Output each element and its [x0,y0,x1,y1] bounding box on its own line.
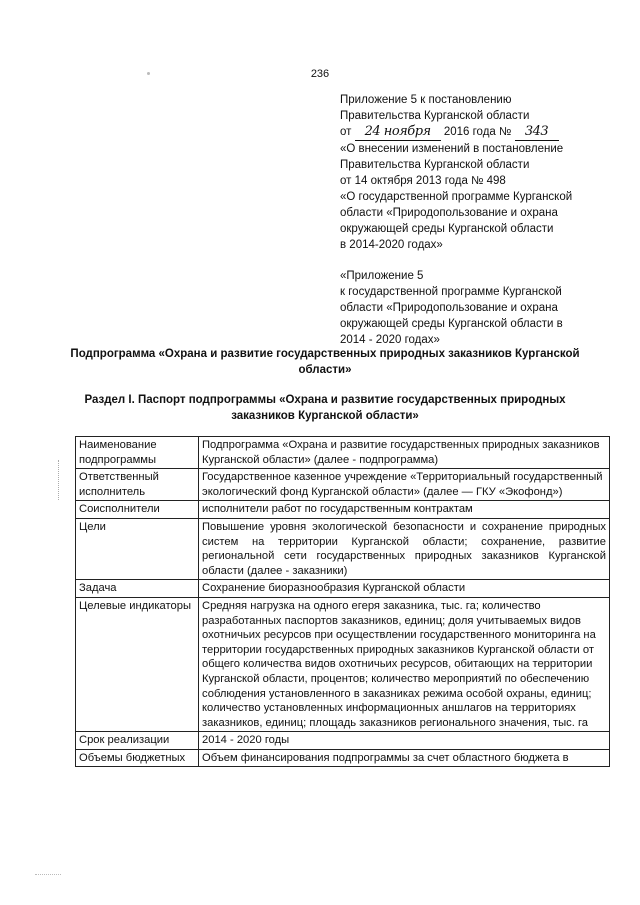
appendix-line: «О внесении изменений в постановление [340,143,564,155]
appendix-line: «Приложение 5 [340,270,424,282]
row-key: Задача [76,580,199,598]
corner-mark [35,866,61,875]
row-value: Повышение уровня экологической безопасности и сохранение природных систем на территории Курганской области; сохранение, развитие региональной сети государственных природных заказников Курганской области (далее - заказники) [199,518,610,579]
table-row [76,749,610,767]
row-key: Цели [76,518,199,579]
row-value: Государственное казенное учреждение «Территориальный государственный экологический фонд Курганской области» (далее — ГКУ «Экофонд») [199,469,610,501]
appendix-line: области «Природопользование и охрана [340,207,558,219]
row-value: Подпрограмма «Охрана и развитие государственных природных заказников Курганской области» (далее - подпрограмма) [199,437,610,469]
margin-mark [58,460,60,500]
subprogram-title: Подпрограмма «Охрана и развитие государственных природных заказников Курганской области» [70,348,580,376]
appendix-line: области «Природопользование и охрана [340,302,558,314]
row-key: Наименование подпрограммы [76,437,199,469]
appendix-line: «О государственной программе Курганской [340,191,573,203]
row-key: Срок реализации [76,732,199,750]
row-value: Сохранение биоразнообразия Курганской области [199,580,610,598]
table-row [76,732,610,750]
page-number: 236 [310,68,330,80]
appendix-line: Правительства Курганской области [340,159,530,171]
appendix-line: от 14 октября 2013 года № 498 [340,175,506,187]
appendix-line: к государственной программе Курганской [340,286,562,298]
appendix-line: окружающей среды Курганской области в [340,318,563,330]
section-title: Раздел I. Паспорт подпрограммы «Охрана и развитие государственных природных заказников Курганской области» [84,394,566,422]
table-row [76,501,610,519]
scan-speck [147,72,150,75]
year-text: 2016 года № [443,126,512,138]
row-value: 2014 - 2020 годы [199,732,610,750]
appendix-line: 2014 - 2020 годах» [340,334,440,346]
row-key: Ответственный исполнитель [76,469,199,501]
appendix-line: окружающей среды Курганской области [340,223,554,235]
row-value: Средняя нагрузка на одного егеря заказника, тыс. га; количество разработанных паспортов заказников, единиц; доля учитываемых видов охотничьих ресурсов при осуществлении государственного мониторинга на территории государственных природных заказников Курганской области от общего количества видов охотничьих ресурсов, обитающих на территории Курганской области, процентов; количество мероприятий по обеспечению соблюдения установленного в заказниках режима особой охраны, единиц; количество установленных информационных аншлагов на территориях заказников, единиц; площадь заказников регионального значения, тыс. га [199,597,610,731]
table-row [76,469,610,501]
row-key: Соисполнители [76,501,199,519]
appendix-block [340,92,630,348]
appendix-line: Приложение 5 к постановлению [340,94,512,106]
handwritten-number: 343 [515,124,559,141]
row-value: Объем финансирования подпрограммы за счет областного бюджета в [199,749,610,767]
table-row [76,437,610,469]
table-row [76,597,610,731]
passport-table [75,436,610,767]
handwritten-date: 24 ноября [355,124,441,141]
table-row [76,580,610,598]
appendix-line: Правительства Курганской области [340,110,530,122]
appendix-date-line [340,124,630,141]
row-value: исполнители работ по государственным контрактам [199,501,610,519]
row-key: Целевые индикаторы [76,597,199,731]
date-prefix: от [340,126,352,138]
row-key: Объемы бюджетных [76,749,199,767]
table-row [76,518,610,579]
appendix-line: в 2014-2020 годах» [340,239,443,251]
